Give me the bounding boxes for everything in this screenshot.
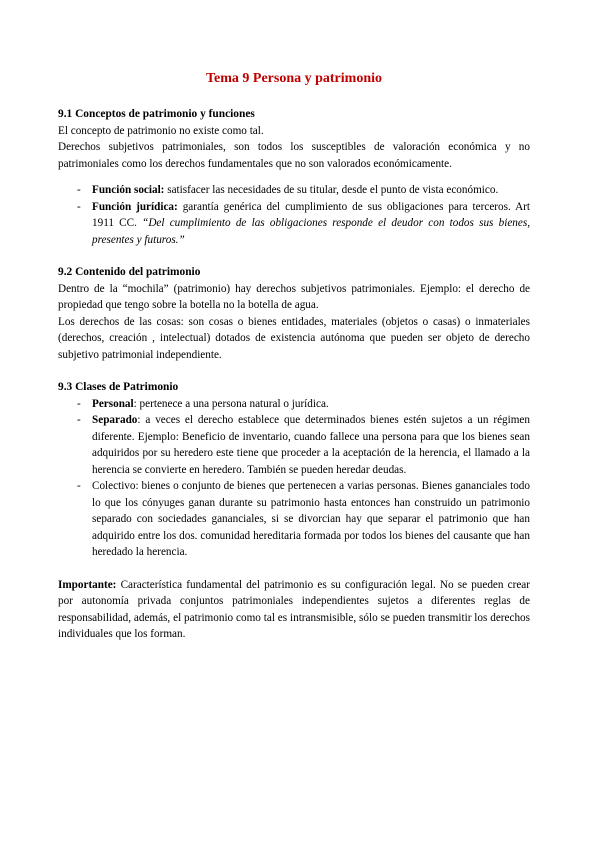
list-item-text: : a veces el derecho establece que determinados bienes estén sujetos a un régimen diferente. Ejemplo: Beneficio de inventario, cuando fallece una persona para que los bienes sean adquiridos por su heredero este tiene que proceder a la aceptación de la herencia, el llamado a la herencia se convierte en heredero. También se pueden heredar deudas.: [92, 414, 530, 476]
list-item: [58, 412, 530, 478]
section-heading-9-3: 9.3 Clases de Patrimonio: [58, 381, 179, 393]
list-item-label: Función social:: [92, 184, 165, 196]
section-heading-9-1: 9.1 Conceptos de patrimonio y funciones: [58, 108, 255, 120]
list-item-label: Separado: [92, 414, 138, 426]
page-title: Tema 9 Persona y patrimonio: [205, 71, 383, 86]
list-item-label: Función jurídica:: [92, 200, 178, 213]
important-note: [58, 577, 530, 643]
paragraph: Derechos subjetivos patrimoniales, son todos los susceptibles de valoración económica y no patrimoniales como los derechos fundamentales que no son valorados económicamente.: [58, 141, 530, 170]
paragraph: Dentro de la “mochila” (patrimonio) hay derechos subjetivos patrimoniales. Ejemplo: el derecho de propiedad que tengo sobre la botella no la botella de agua.: [58, 282, 530, 311]
list-item: [58, 199, 530, 249]
important-text: Característica fundamental del patrimonio es su configuración legal. No se pueden crear por autonomía privada conjuntos patrimoniales independientes sujetos a diferentes reglas de responsabilidad, además, el patrimonio como tal es intransmisible, sólo se pueden transmitir los derechos individuales que los forman.: [58, 578, 530, 640]
paragraph: Los derechos de las cosas: son cosas o bienes entidades, materiales (objetos o casas) o inmateriales (derechos, creación , intelectual) dotados de existencia autónoma que pueden ser objeto de derecho subjetivo patrimonial independiente.: [58, 315, 530, 361]
paragraph: El concepto de patrimonio no existe como tal.: [58, 124, 264, 137]
important-label: Importante:: [58, 578, 117, 591]
function-list: [58, 182, 530, 248]
document-body: [58, 70, 530, 643]
list-item-text: satisfacer las necesidades de su titular, desde el punto de vista económico.: [164, 184, 499, 196]
list-item-label: Personal: [92, 397, 134, 410]
list-item-text: Colectivo: bienes o conjunto de bienes que pertenecen a varias personas. Bienes gananciales todo lo que los cónyuges ganan durante su patrimonio hasta entonces han construido un patrimonio separado con sociedades gananciales, si se divorcian hay que separar el patrimonio que han adquirido entre los dos. comunidad hereditaria formada por todos los bienes del causante que han heredado la herencia.: [92, 480, 530, 558]
list-item-text: : pertenece a una persona natural o jurídica.: [133, 397, 329, 410]
legal-quote: “Del cumplimiento de las obligaciones responde el deudor con todos sus bienes, presentes y futuros.”: [92, 217, 530, 246]
list-item: [58, 478, 530, 561]
list-item-text: garantía genérica del cumplimiento de sus obligaciones para terceros. Art 1911 CC.: [92, 200, 530, 229]
list-item: [58, 396, 530, 413]
list-item: [58, 182, 530, 199]
patrimony-class-list: [58, 396, 530, 561]
section-heading-9-2: 9.2 Contenido del patrimonio: [58, 266, 201, 278]
